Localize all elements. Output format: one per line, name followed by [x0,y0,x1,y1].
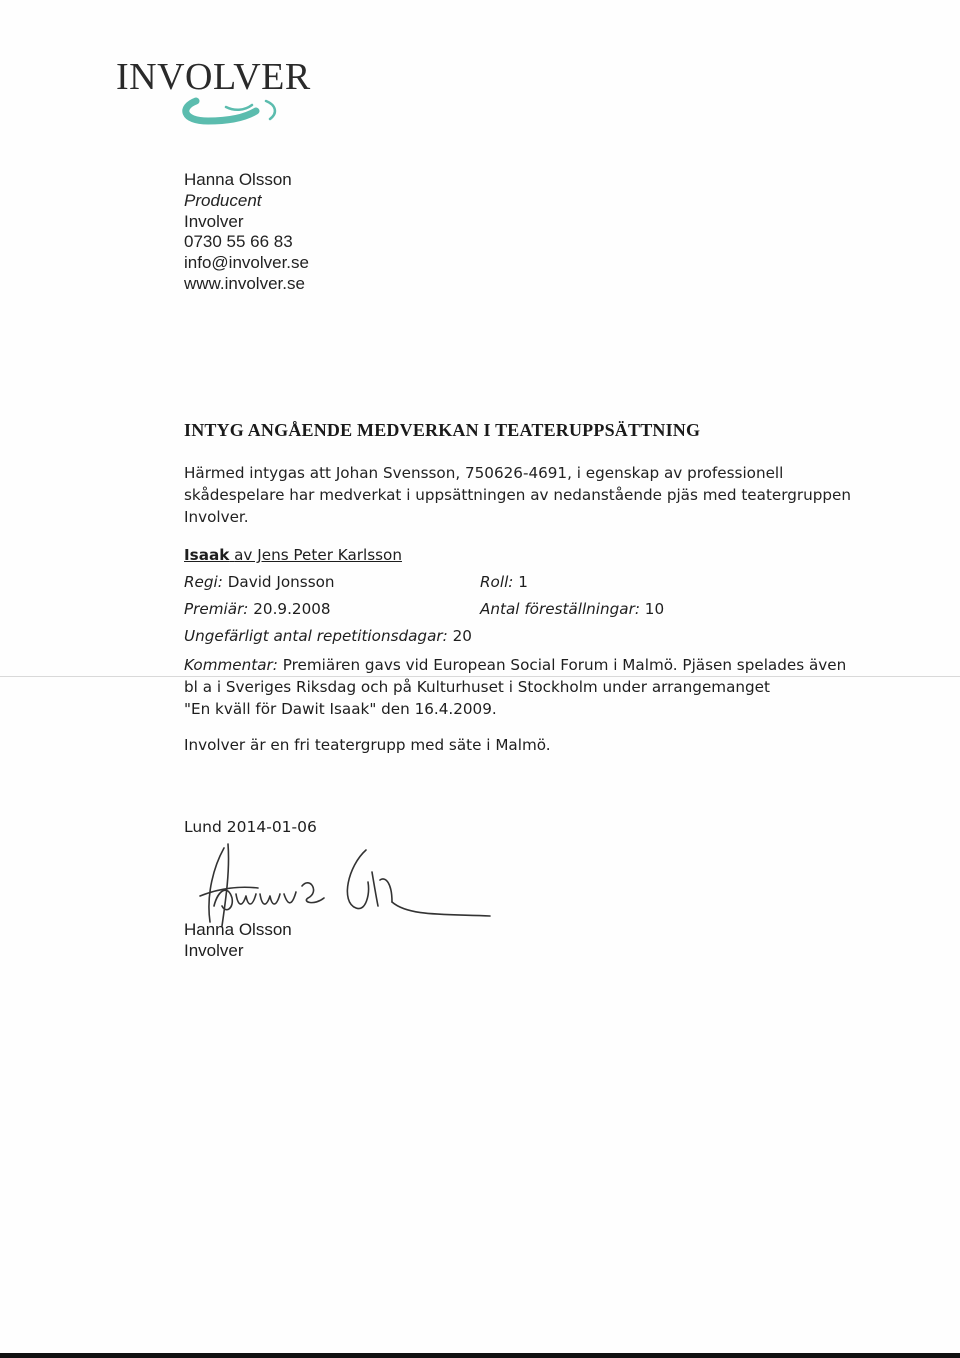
comment-label: Kommentar: [184,656,278,674]
logo-wordmark: INVOLVER [116,56,311,98]
premiere-label: Premiär: [184,600,249,618]
sender-role: Producent [184,190,262,210]
premiere-value: 20.9.2008 [253,600,331,618]
signer-name: Hanna Olsson [184,920,292,939]
role-label: Roll: [480,573,514,591]
role-value: 1 [518,573,528,591]
play-title [184,546,402,564]
sender-name: Hanna Olsson [184,170,292,189]
director-field [184,573,335,591]
play-author: av Jens Peter Karlsson [234,546,402,564]
director-value: David Jonsson [227,573,335,591]
comment-line-1 [184,654,864,676]
about-line: Involver är en fri teatergrupp med säte i Malmö. [184,736,551,754]
comment-block [184,654,864,720]
logo-swoosh-icon [178,95,288,127]
comment-text-1: Premiären gavs vid European Social Forum i Malmö. Pjäsen spelades även [282,656,847,674]
role-field [480,573,528,591]
signer-organization: Involver [184,940,244,960]
rehearsal-label: Ungefärligt antal repetitionsdagar: [184,627,448,645]
performances-field [480,600,664,618]
comment-line-3: "En kväll för Dawit Isaak" den 16.4.2009. [184,700,497,718]
sender-email: info@involver.se [184,253,309,273]
sender-website: www.involver.se [184,273,305,293]
place-date: Lund 2014-01-06 [184,818,317,836]
performances-value: 10 [644,600,665,618]
rehearsal-value: 20 [452,627,472,645]
document-title: INTYG ANGÅENDE MEDVERKAN I TEATERUPPSÄTTNING [184,420,701,440]
involver-logo [116,55,336,130]
director-label: Regi: [184,573,223,591]
sender-organization: Involver [184,211,244,231]
rehearsal-field [184,627,472,645]
sender-phone: 0730 55 66 83 [184,232,293,252]
comment-line-2: bl a i Sveriges Riksdag och på Kulturhuset i Stockholm under arrangemanget [184,678,770,696]
intro-paragraph: Härmed intygas att Johan Svensson, 750626-4691, i egenskap av professionell skådespelare har medverkat i uppsättningen av nedanstående pjäs med teatergruppen Involver. [184,464,851,526]
signer-block [184,920,292,962]
sender-block [184,170,309,295]
performances-label: Antal föreställningar: [480,600,640,618]
premiere-field [184,600,331,618]
play-name: Isaak [184,546,230,564]
scan-bottom-edge [0,1353,960,1358]
